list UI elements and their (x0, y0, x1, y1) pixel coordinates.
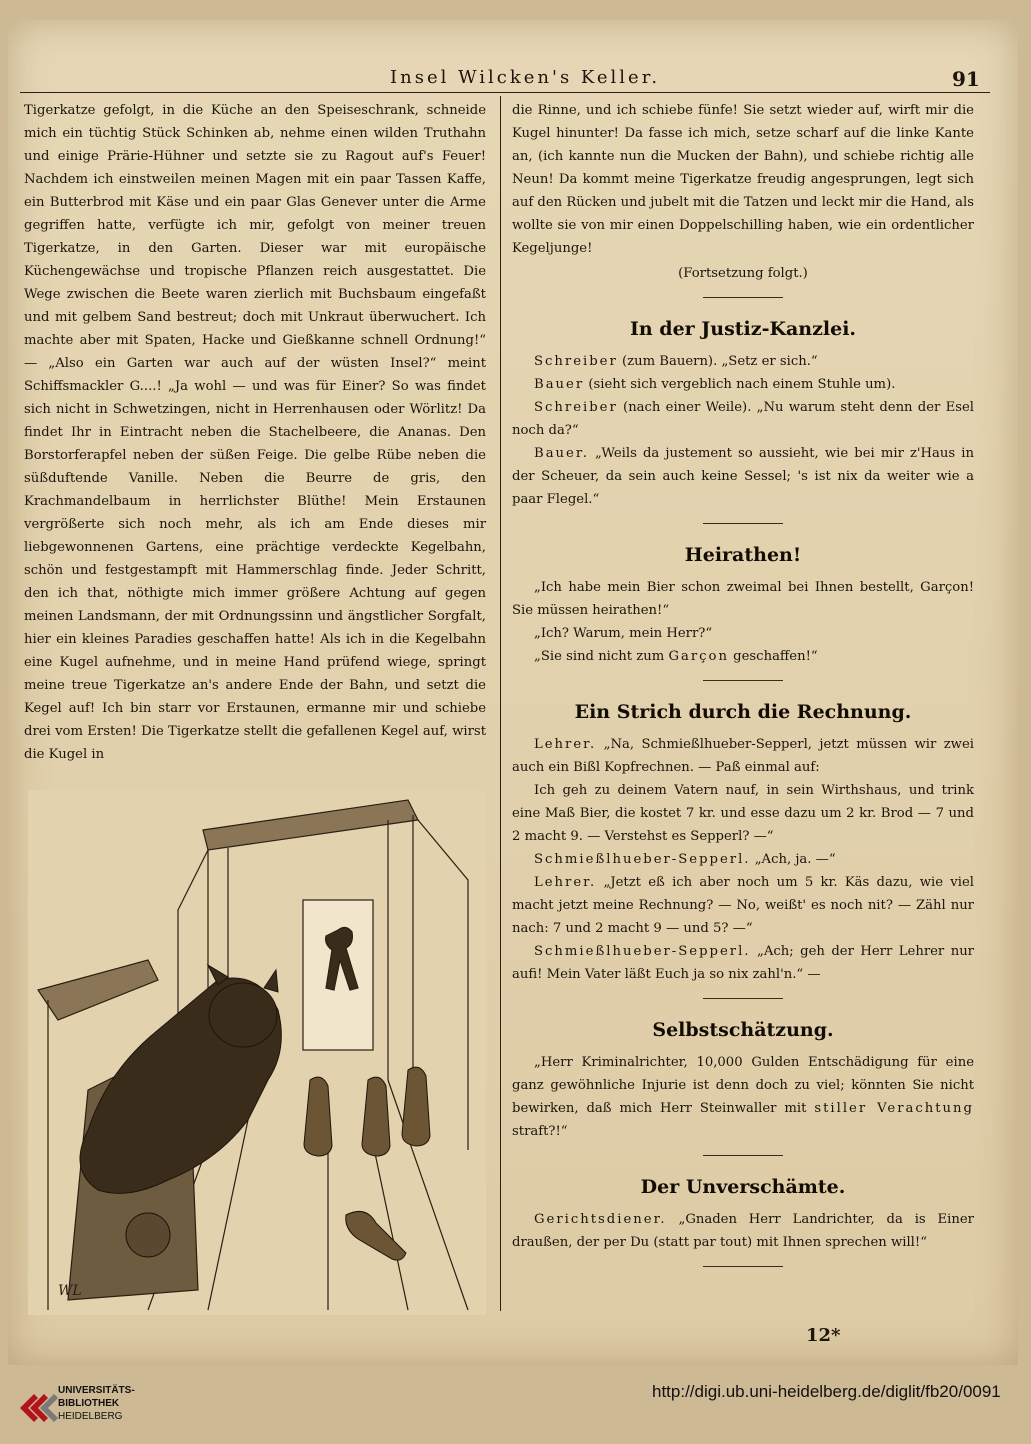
library-line: UNIVERSITÄTS- (58, 1385, 135, 1396)
line-text: „Ach, ja. —“ (754, 852, 836, 867)
dialogue-line (512, 350, 974, 373)
section-separator (703, 1155, 783, 1156)
dialogue-line (512, 373, 974, 396)
library-line: HEIDELBERG (58, 1411, 123, 1422)
kegelbahn-illustration (28, 790, 486, 1315)
line-text: „Weils da justement so aussieht, wie bei mir z'Haus in der Scheuer, da sein auch keine Sessel; 's ist nix da weiter wie a paar Flegel.“ (512, 446, 974, 507)
dialogue-line: Ich geh zu deinem Vatern nauf, in sein Wirthshaus, und trink eine Maß Bier, die kostet 7 kr. und esse dazu um 2 kr. Brod — 7 und 2 macht 9. — Verstehst es Sepperl? —“ (512, 783, 974, 844)
speaker: Lehrer. (534, 737, 597, 752)
section-separator (703, 998, 783, 999)
section-separator (703, 680, 783, 681)
speaker: Bauer. (534, 446, 589, 461)
line-text: „Na, Schmießlhueber-Sepperl, jetzt müssen wir zwei auch ein Bißl Kopfrechnen. — Paß einmal auf: (512, 737, 974, 775)
line-text: straft?!“ (512, 1124, 568, 1139)
speaker: Lehrer. (534, 875, 597, 890)
speaker: Schmießlhueber-Sepperl. (534, 852, 751, 867)
line-text: (zum Bauern). „Setz er sich.“ (622, 354, 818, 369)
dialogue-line (512, 645, 974, 668)
section-separator (703, 297, 783, 298)
line-text: „Sie sind nicht zum (534, 649, 665, 664)
dialogue-line (512, 940, 974, 986)
story-continuation: die Rinne, und ich schiebe fünfe! Sie setzt wieder auf, wirft mir die Kugel hinunter! Da fasse ich mich, setze scharf auf die linke Kante an, (ich kannte nun die Mucken der Bahn), und schiebe richtig alle Neun! Da kommt meine Tigerkatze freudig angesprungen, legt sich auf den Rücken und jubelt mit die Tatzen und leckt mir die Hand, als wollte sie von mir einen Doppelschilling haben, wie ein ordentlicher Kegeljunge! (512, 103, 974, 256)
heading-strich-durch-rechnung: Ein Strich durch die Rechnung. (574, 701, 912, 723)
heading-heirathen: Heirathen! (684, 544, 802, 566)
section-separator (703, 1266, 783, 1267)
speaker: Schmießlhueber-Sepperl. (534, 944, 751, 959)
line-text: „Jetzt eß ich aber noch um 5 kr. Käs dazu, wie viel macht jetzt meine Rechnung? — No, weißt' es noch nit? — Zähl nur nach: 7 und 2 macht 9 — und 5? —“ (512, 875, 974, 936)
heading-justiz-kanzlei: In der Justiz-Kanzlei. (629, 318, 857, 340)
page-number: 91 (952, 67, 980, 91)
header-rule (20, 92, 990, 93)
dialogue-line (512, 442, 974, 511)
speaker: Bauer (534, 377, 585, 392)
heading-unverschaemte: Der Unverschämte. (640, 1176, 846, 1198)
heading-selbstschaetzung: Selbstschätzung. (652, 1019, 834, 1041)
left-paragraph: Tigerkatze gefolgt, in die Küche an den Speiseschrank, schneide mich ein tüchtig Stück Schinken ab, nehme einen wilden Truthahn und einige Prärie-Hühner und setzte sie zu Ragout auf's Feuer! Nachdem ich einstweilen meinen Magen mit ein paar Tassen Kaffe, ein Butterbrod mit Käse und ein paar Glas Genever unter die Arme gegriffen hatte, verfügte ich mir, gefolgt von meiner treuen Tigerkatze, in den Garten. Dieser war mit europäische Küchengewächse und tropische Pflanzen reich ausgestattet. Die Wege zwischen die Beete waren zierlich mit Buchsbaum eingefaßt und mit gelbem Sand bestreut; doch mit Unkraut überwuchert. Ich machte aber mit Spaten, Hacke und Gießkanne schnell Ordnung!“ — „Also ein Garten war auch auf der wüsten Insel?“ meint Schiffsmackler G....! „Ja wohl — und was für Einer? So was findet sich nicht in Schwetzingen, nicht in Herrenhausen oder Wörlitz! Da findet Ihr in Eintracht neben die Stachelbeere, die Ananas. Den Borstorferapfel neben der süßen Feige. Die gelbe Rübe neben die süßduftende Vanille. Neben die Beurre de gris, den Krachmandelbaum in herrlichster Blüthe! Mein Erstaunen vergrößerte sich noch mehr, als ich am Ende dieses mir liebgewonnenen Gartens, eine prächtige verdeckte Kegelbahn, schön und festgestampft mit Hammerschlag finde. Jeder Schritt, den ich that, nöthigte mich immer größere Achtung auf gegen meinen Landsmann, der mit Ordnungssinn und ängstlicher Sorgfalt, hier ein kleines Paradies geschaffen hatte! Als ich in die Kegelbahn eine Kugel aufnehme, und in meine Hand prüfend wiege, springt meine treue Tigerkatze an's andere Ende der Bahn, und setzt die Kegel auf! Ich bin starr vor Erstaunen, ermanne mir und schiebe drei vom Ersten! Die Tigerkatze stellt die gefallenen Kegel auf, wirst die Kugel in (24, 103, 486, 762)
line-text: „Herr Kriminalrichter, 10,000 Gulden Entschädigung für eine ganz gewöhnliche Injurie ist denn doch zu viel; könnten Sie nicht bewirken, daß mich Herr Steinwaller mit (512, 1055, 974, 1116)
dialogue-line (512, 848, 974, 871)
dialogue-line: „Ich? Warum, mein Herr?“ (534, 626, 713, 641)
illustration-signature: WL (58, 1283, 82, 1299)
line-text: (nach einer Weile). „Nu warum steht denn der Esel noch da?“ (512, 400, 974, 438)
speaker: Schreiber (534, 400, 618, 415)
dialogue-line (512, 1208, 974, 1254)
running-header-title: Insel Wilcken's Keller. (390, 67, 661, 88)
line-text: geschaffen!“ (733, 649, 818, 664)
spaced-phrase: stiller Verachtung (814, 1101, 974, 1116)
dialogue-line (512, 733, 974, 779)
line-text: „Gnaden Herr Landrichter, da is Einer draußen, der per Du (statt par tout) mit Ihnen sprechen will!“ (512, 1212, 974, 1250)
library-line: BIBLIOTHEK (58, 1398, 120, 1409)
speaker: Gerichtsdiener. (534, 1212, 667, 1227)
dialogue-line (512, 871, 974, 940)
to-be-continued: (Fortsetzung folgt.) (678, 266, 808, 281)
right-column (512, 99, 974, 1281)
library-name (58, 1384, 135, 1423)
dialogue-line (512, 396, 974, 442)
left-column (24, 99, 486, 766)
dialogue-line: „Ich habe mein Bier schon zweimal bei Ihnen bestellt, Garçon! Sie müssen heirathen!“ (512, 580, 974, 618)
line-text: „Ach; geh der Herr Lehrer nur aufi! Mein Vater läßt Euch ja so nix zahl'n.“ — (512, 944, 974, 982)
column-divider (500, 96, 501, 1311)
spaced-word: Garçon (668, 649, 729, 664)
source-url-link[interactable]: http://digi.ub.uni-heidelberg.de/diglit/fb20/0091 (652, 1382, 1001, 1401)
line-text: (sieht sich vergeblich nach einem Stuhle um). (588, 377, 896, 392)
dialogue-line (512, 1051, 974, 1143)
signature-mark: 12* (806, 1325, 841, 1346)
section-separator (703, 523, 783, 524)
speaker: Schreiber (534, 354, 618, 369)
